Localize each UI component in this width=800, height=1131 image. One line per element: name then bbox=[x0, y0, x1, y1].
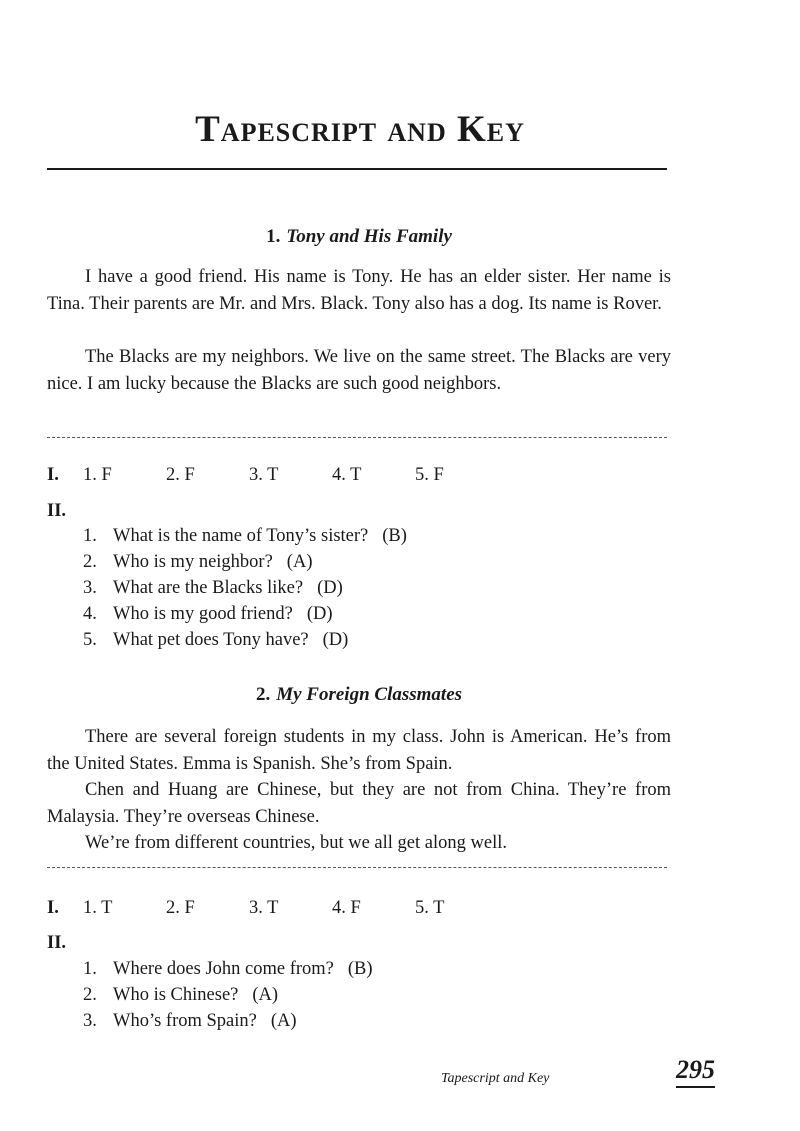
answer-item: 5. F bbox=[415, 465, 444, 485]
section-1-part-2-label: II. bbox=[47, 501, 67, 521]
answer-item: 4. F bbox=[332, 898, 361, 918]
title-divider bbox=[47, 168, 667, 170]
section-1-number: 1. bbox=[266, 226, 281, 247]
section-1-heading bbox=[0, 226, 718, 248]
question-item: 2. Who is my neighbor? (A) bbox=[83, 552, 313, 572]
answer-item: 3. T bbox=[249, 465, 279, 485]
section-2-title: My Foreign Classmates bbox=[276, 684, 463, 705]
question-item: 2. Who is Chinese? (A) bbox=[83, 985, 279, 1005]
section-1-title: Tony and His Family bbox=[286, 226, 452, 247]
section-1-dashed-divider bbox=[47, 437, 667, 438]
question-item: 3. What are the Blacks like? (D) bbox=[83, 578, 343, 598]
answer-item: 1. T bbox=[83, 898, 113, 918]
section-1-part-1-answers bbox=[47, 463, 498, 487]
section-2-heading bbox=[0, 684, 718, 706]
answer-item: 2. F bbox=[166, 465, 195, 485]
section-2-part-1-answers bbox=[47, 896, 498, 920]
section-2-paragraph-2: Chen and Huang are Chinese, but they are not from China. They’re from Malaysia. They’re overseas Chinese. bbox=[47, 780, 671, 827]
section-1-paragraph-1: I have a good friend. His name is Tony. He has an elder sister. Her name is Tina. Their parents are Mr. and Mrs. Black. Tony also has a dog. Its name is Rover. bbox=[47, 267, 671, 314]
answer-item: 2. F bbox=[166, 898, 195, 918]
answer-item: 4. T bbox=[332, 465, 362, 485]
section-1-part-1-label: I. bbox=[47, 465, 59, 485]
question-item: 4. Who is my good friend? (D) bbox=[83, 604, 333, 624]
section-2-dashed-divider bbox=[47, 867, 667, 868]
answer-item: 1. F bbox=[83, 465, 112, 485]
section-2-paragraph-1: There are several foreign students in my class. John is American. He’s from the United States. Emma is Spanish. She’s from Spain. bbox=[47, 727, 671, 774]
section-2-part-1-label: I. bbox=[47, 898, 59, 918]
question-item: 1. Where does John come from? (B) bbox=[83, 959, 373, 979]
section-2-number: 2. bbox=[255, 684, 271, 705]
page-title: Tapescript and Key bbox=[195, 109, 525, 150]
section-1-question-list bbox=[83, 523, 407, 653]
question-item: 5. What pet does Tony have? (D) bbox=[83, 630, 349, 650]
answer-item: 3. T bbox=[249, 898, 279, 918]
question-item: 3. Who’s from Spain? (A) bbox=[83, 1011, 297, 1031]
answer-item: 5. T bbox=[415, 898, 445, 918]
section-1-paragraph-2: The Blacks are my neighbors. We live on the same street. The Blacks are very nice. I am lucky because the Blacks are such good neighbors. bbox=[47, 347, 671, 394]
question-item: 1. What is the name of Tony’s sister? (B) bbox=[83, 526, 407, 546]
section-2-paragraph-3: We’re from different countries, but we all get along well. bbox=[85, 833, 507, 853]
section-2-part-2-label: II. bbox=[47, 933, 67, 953]
section-2-question-list bbox=[83, 956, 373, 1034]
running-footer: Tapescript and Key bbox=[441, 1071, 550, 1086]
page-number: 295 bbox=[676, 1056, 715, 1088]
